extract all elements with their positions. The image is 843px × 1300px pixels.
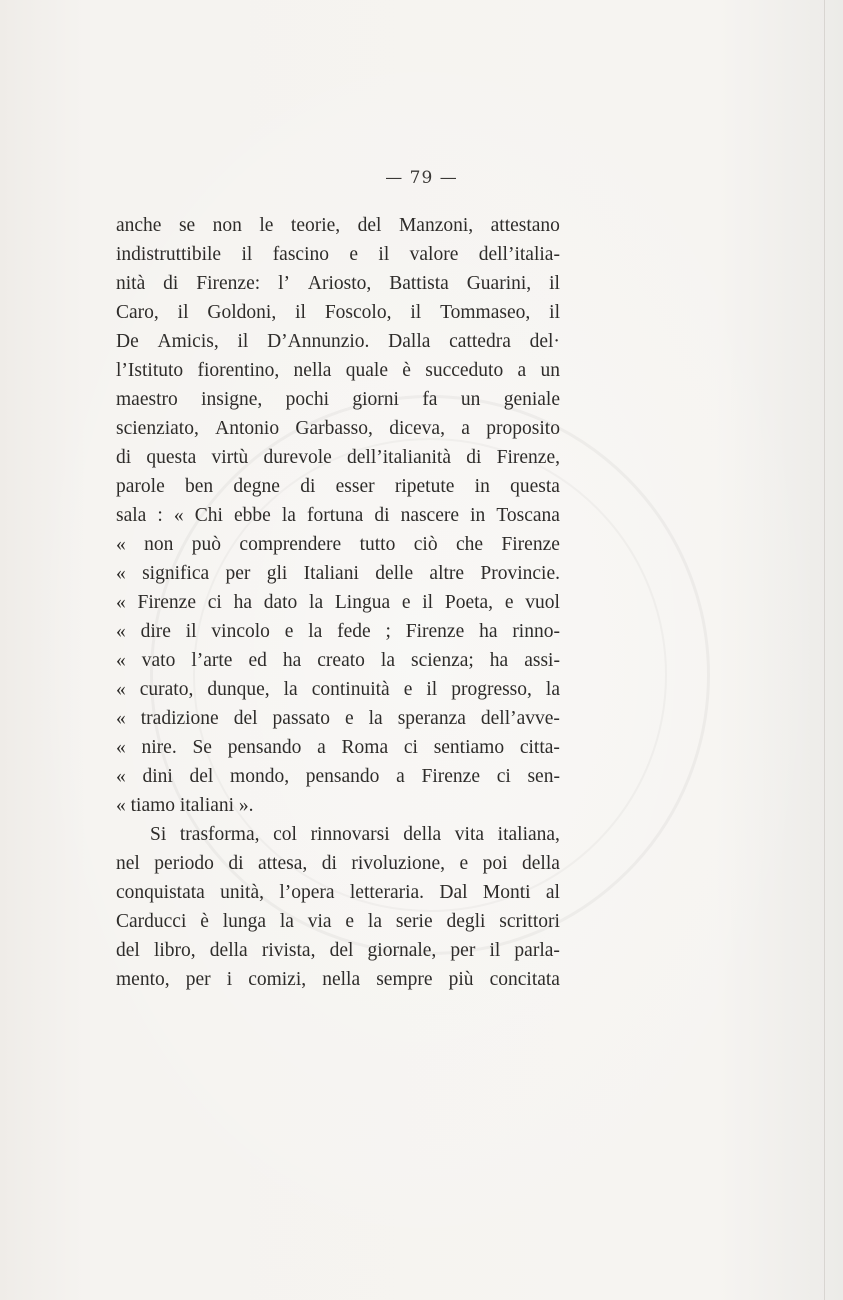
word: mondo,: [230, 766, 290, 787]
word: pochi: [285, 389, 329, 410]
word: il: [378, 244, 390, 265]
text-line: [116, 936, 560, 965]
word: virtù: [211, 447, 249, 468]
word: i: [226, 969, 233, 990]
word: e: [403, 679, 413, 700]
word: Provincie.: [480, 563, 560, 584]
word: periodo: [154, 853, 214, 874]
word: vuol: [525, 592, 560, 613]
word: Firenze,: [496, 447, 560, 468]
word: e: [345, 911, 355, 932]
word: attesa,: [257, 853, 308, 874]
word: la: [309, 592, 324, 613]
word: l’arte: [191, 650, 233, 671]
text-line: [116, 704, 560, 733]
word: poi: [482, 853, 508, 874]
word: rivista,: [261, 940, 316, 961]
word: ebbe: [233, 505, 271, 526]
word: ha: [233, 592, 252, 613]
word: Goldoni,: [207, 302, 277, 323]
word: l’opera: [279, 882, 335, 903]
word: del: [116, 940, 140, 961]
word: nella: [322, 969, 361, 990]
word: significa: [142, 563, 210, 584]
word: non: [212, 215, 242, 236]
word: col: [273, 824, 297, 845]
word: vincolo: [211, 621, 270, 642]
word: non: [144, 534, 174, 555]
word: la: [368, 708, 383, 729]
word: giornale,: [367, 940, 437, 961]
word: cattedra: [449, 331, 511, 352]
text-line: [116, 298, 560, 327]
paragraph-2: [116, 820, 560, 994]
word: citta-: [519, 737, 560, 758]
word: «: [116, 621, 126, 642]
word: di: [321, 853, 337, 874]
word: passato: [272, 708, 330, 729]
word: Carducci: [116, 911, 187, 932]
word: dell’avve-: [480, 708, 560, 729]
word: comprendere: [239, 534, 342, 555]
word: è: [200, 911, 209, 932]
word: della: [522, 853, 560, 874]
word: nella: [293, 360, 332, 381]
word: durevole: [263, 447, 332, 468]
word: Dalla: [388, 331, 431, 352]
word: Manzoni,: [398, 215, 474, 236]
page-edge-shadow: [824, 0, 825, 1300]
word: del·: [529, 331, 560, 352]
word: via: [307, 911, 332, 932]
word: di: [228, 853, 244, 874]
word: ed: [248, 650, 267, 671]
word: e: [504, 592, 514, 613]
word: un: [540, 360, 560, 381]
word: ;: [385, 621, 391, 642]
word: della: [209, 940, 248, 961]
text-line: [116, 472, 560, 501]
word: altre: [429, 563, 465, 584]
word: unità,: [220, 882, 265, 903]
word: a: [461, 418, 470, 439]
word: creato: [317, 650, 365, 671]
word: questa: [510, 476, 560, 497]
word: diceva,: [389, 418, 445, 439]
word: scrittori: [499, 911, 560, 932]
word: parole: [116, 476, 165, 497]
word: Firenze:: [196, 273, 261, 294]
word: Battista: [389, 273, 449, 294]
word: della: [403, 824, 442, 845]
word: italiana,: [497, 824, 560, 845]
text-line: [116, 849, 560, 878]
word: dell’italia-: [478, 244, 560, 265]
text-line: [116, 327, 560, 356]
word: può: [191, 534, 222, 555]
word: ci: [496, 766, 511, 787]
word: speranza: [397, 708, 466, 729]
word: delle: [375, 563, 414, 584]
text-line: [116, 907, 560, 936]
word: anche: [116, 215, 162, 236]
word: Firenze: [501, 534, 560, 555]
word: ci: [207, 592, 222, 613]
word: del: [233, 708, 258, 729]
text-line: [116, 240, 560, 269]
word: trasforma,: [179, 824, 260, 845]
word: concitata: [489, 969, 560, 990]
text-line: [116, 646, 560, 675]
word: «: [116, 534, 126, 555]
word: sempre: [376, 969, 433, 990]
word: tutto: [359, 534, 396, 555]
text-line: [116, 762, 560, 791]
word: è: [402, 360, 411, 381]
word: rinno-: [512, 621, 560, 642]
word: l’Istituto: [116, 360, 184, 381]
word: degli: [446, 911, 486, 932]
word: Antonio: [215, 418, 280, 439]
word: nel: [116, 853, 140, 874]
word: valore: [409, 244, 459, 265]
word: letteraria.: [349, 882, 425, 903]
word: attestano: [490, 215, 560, 236]
word: libro,: [153, 940, 196, 961]
text-line: « tiamo italiani ».: [116, 795, 254, 816]
word: il: [489, 940, 501, 961]
word: la: [308, 621, 323, 642]
word: di: [116, 447, 132, 468]
word: e: [344, 708, 354, 729]
word: degne: [233, 476, 280, 497]
word: «: [116, 708, 126, 729]
word: ci: [403, 737, 418, 758]
word: il: [426, 679, 438, 700]
word: teorie,: [290, 215, 341, 236]
word: parla-: [514, 940, 560, 961]
word: Italiani: [303, 563, 359, 584]
word: in: [470, 505, 486, 526]
text-line: [116, 820, 560, 849]
text-line: [116, 414, 560, 443]
word: «: [116, 650, 126, 671]
text-line: [116, 675, 560, 704]
word: le: [259, 215, 274, 236]
paragraph-1: [116, 211, 560, 820]
word: «: [116, 592, 126, 613]
word: a: [317, 737, 326, 758]
word: ben: [184, 476, 214, 497]
text-line: [116, 530, 560, 559]
text-line: [116, 617, 560, 646]
word: Se: [192, 737, 212, 758]
word: tradizione: [140, 708, 219, 729]
word: del: [357, 215, 382, 236]
word: per: [225, 563, 251, 584]
word: fa: [422, 389, 438, 410]
word: nità: [116, 273, 146, 294]
word: Chi: [194, 505, 223, 526]
word: quale: [345, 360, 388, 381]
word: esser: [335, 476, 375, 497]
word: insigne,: [201, 389, 263, 410]
word: un: [460, 389, 481, 410]
word: la: [283, 679, 298, 700]
word: sentiamo: [433, 737, 505, 758]
word: Monti: [482, 882, 531, 903]
word: serie: [395, 911, 433, 932]
word: il: [549, 273, 560, 294]
word: al: [545, 882, 560, 903]
word: «: [116, 737, 126, 758]
word: Toscana: [496, 505, 560, 526]
word: comizi,: [248, 969, 307, 990]
word: nire.: [141, 737, 177, 758]
word: Ariosto,: [307, 273, 372, 294]
word: il: [237, 331, 249, 352]
word: Si: [150, 824, 167, 845]
text-line: [116, 385, 560, 414]
word: :: [157, 505, 163, 526]
word: «: [116, 563, 126, 584]
word: sala: [116, 505, 147, 526]
word: maestro: [116, 389, 178, 410]
word: fede: [337, 621, 371, 642]
word: la: [281, 505, 296, 526]
word: fortuna: [306, 505, 364, 526]
word: di: [300, 476, 316, 497]
word: D’Annunzio.: [267, 331, 370, 352]
word: la: [367, 911, 382, 932]
word: ha: [489, 650, 509, 671]
word: indistruttibile: [116, 244, 222, 265]
text-line: [116, 733, 560, 762]
word: dato: [263, 592, 298, 613]
word: dunque,: [207, 679, 270, 700]
word: geniale: [503, 389, 560, 410]
word: e: [284, 621, 294, 642]
word: il: [549, 302, 560, 323]
word: Garbasso,: [295, 418, 373, 439]
word: continuità: [311, 679, 390, 700]
word: pensando: [305, 766, 380, 787]
word: del: [189, 766, 214, 787]
word: il: [177, 302, 189, 323]
word: progresso,: [451, 679, 532, 700]
word: rinnovarsi: [310, 824, 390, 845]
word: Roma: [341, 737, 389, 758]
word: giorni: [352, 389, 399, 410]
word: ripetute: [394, 476, 455, 497]
word: di: [163, 273, 179, 294]
word: rivoluzione,: [351, 853, 446, 874]
word: la: [380, 650, 395, 671]
word: gli: [266, 563, 288, 584]
word: vato: [141, 650, 176, 671]
word: lunga: [222, 911, 267, 932]
word: e: [349, 244, 359, 265]
word: per: [450, 940, 476, 961]
word: del: [329, 940, 354, 961]
word: se: [178, 215, 196, 236]
word: di: [374, 505, 390, 526]
text-line: [116, 356, 560, 385]
word: la: [545, 679, 560, 700]
word: Dal: [439, 882, 468, 903]
word: per: [185, 969, 211, 990]
word: Poeta,: [444, 592, 494, 613]
word: il: [241, 244, 253, 265]
word: l’: [278, 273, 290, 294]
body-text: [116, 211, 560, 994]
word: Caro,: [116, 302, 159, 323]
word: in: [474, 476, 490, 497]
word: il: [422, 592, 434, 613]
word: dini: [142, 766, 173, 787]
word: pensando: [227, 737, 302, 758]
word: vita: [454, 824, 485, 845]
word: fascino: [272, 244, 329, 265]
word: mento,: [116, 969, 170, 990]
word: Firenze: [405, 621, 465, 642]
word: questa: [146, 447, 197, 468]
word: ha: [282, 650, 302, 671]
text-line: [116, 501, 560, 530]
word: scienziato,: [116, 418, 199, 439]
word: De: [116, 331, 139, 352]
text-line: [116, 559, 560, 588]
text-line: [116, 588, 560, 617]
word: fiorentino,: [197, 360, 280, 381]
word: succeduto: [425, 360, 504, 381]
word: assi-: [524, 650, 560, 671]
word: Firenze: [421, 766, 480, 787]
word: sen-: [527, 766, 560, 787]
word: «: [116, 679, 126, 700]
word: Guarini,: [466, 273, 532, 294]
text-line: [116, 878, 560, 907]
word: Firenze: [137, 592, 196, 613]
word: Tommaseo,: [440, 302, 531, 323]
word: «: [173, 505, 184, 526]
word: ciò: [413, 534, 438, 555]
word: Foscolo,: [324, 302, 392, 323]
page-number: — 79 —: [385, 168, 458, 188]
word: ha: [479, 621, 498, 642]
word: di: [466, 447, 482, 468]
word: e: [401, 592, 411, 613]
word: scienza;: [411, 650, 474, 671]
word: la: [279, 911, 294, 932]
word: nascere: [400, 505, 460, 526]
text-line: [116, 211, 560, 240]
word: e: [459, 853, 469, 874]
word: più: [448, 969, 474, 990]
text-line: [116, 443, 560, 472]
word: proposito: [486, 418, 560, 439]
text-line: [116, 269, 560, 298]
word: il: [410, 302, 422, 323]
word: curato,: [139, 679, 194, 700]
word: a: [517, 360, 527, 381]
text-line: [116, 965, 560, 994]
word: il: [185, 621, 197, 642]
word: il: [295, 302, 306, 323]
word: dire: [140, 621, 171, 642]
word: a: [396, 766, 405, 787]
word: che: [455, 534, 484, 555]
word: Amicis,: [157, 331, 219, 352]
word: dell’italianità: [347, 447, 451, 468]
word: conquistata: [116, 882, 205, 903]
word: Lingua: [334, 592, 391, 613]
word: «: [116, 766, 126, 787]
